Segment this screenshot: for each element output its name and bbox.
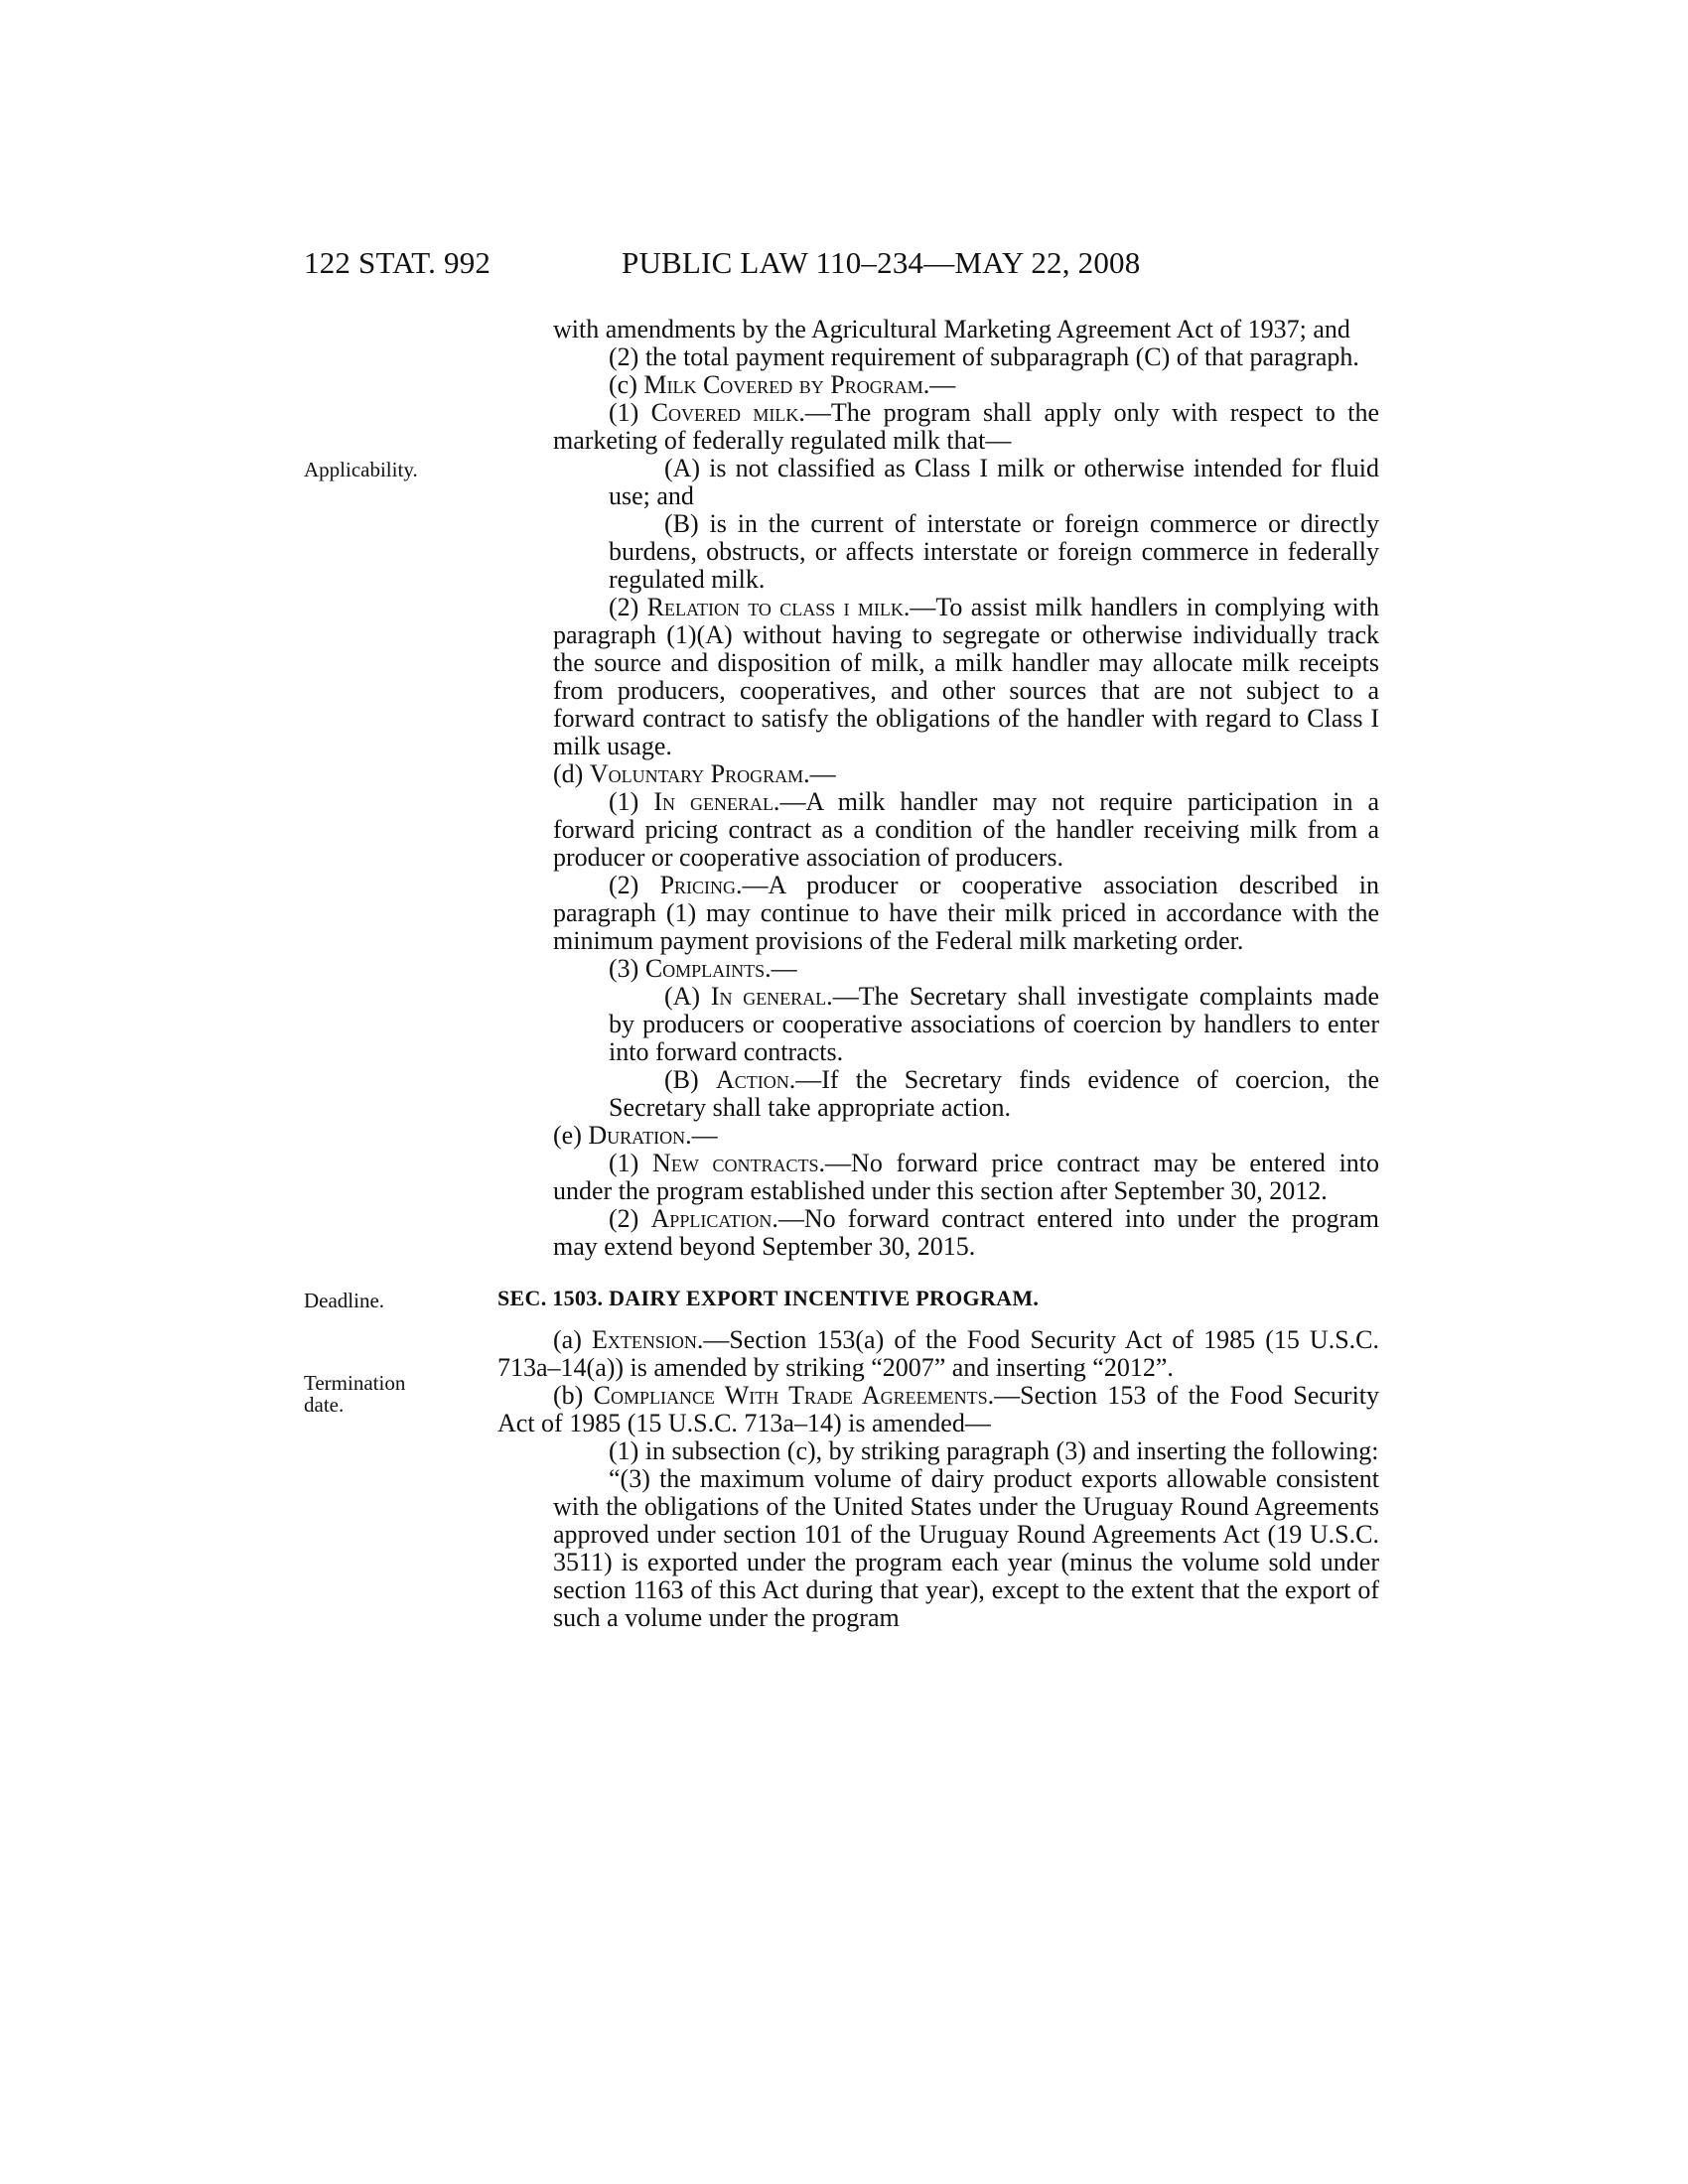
paragraph-c2-text: —To assist milk handlers in complying with paragraph (1)(A) without having to segregate or otherwise individually track the source and disposition of milk, a milk handler may allocate milk receipts from producers, cooperatives, and other sources that are not subject to a forward contract to satisfy the obligations of the handler with regard to Class I milk usage. xyxy=(553,593,1379,760)
paragraph-e1-number: (1) xyxy=(609,1149,639,1177)
paragraph-e2-heading: Application. xyxy=(650,1204,778,1233)
margin-note-termination xyxy=(304,1372,405,1416)
margin-note-termination-line2: date. xyxy=(304,1393,345,1417)
inserted-text-quote: “(3) the maximum volume of dairy product exports allowable consistent with the obligations of the United States under the Uruguay Round Agreements approved under section 101 of the Uruguay Round Agreements Act (19 U.S.C. 3511) is exported under the program each year (minus the volume sold under section 1163 of this Act during that year), except to the extent that the export of such a volume under the program xyxy=(553,1464,1379,1632)
paragraph-d2-number: (2) xyxy=(609,871,639,899)
paragraph-e2 xyxy=(553,1205,1379,1261)
paragraph-d1 xyxy=(553,788,1379,872)
subsection-d-title: Voluntary Program.— xyxy=(589,759,836,788)
page-title: PUBLIC LAW 110–234—MAY 22, 2008 xyxy=(622,245,1141,280)
paragraph-d1-text: —A milk handler may not require participation in a forward pricing contract as a condition of the handler receiving milk from a producer or cooperative association of producers. xyxy=(553,787,1379,872)
subparagraph-d3B xyxy=(553,1066,1379,1122)
paragraph-d2 xyxy=(553,872,1379,955)
paragraph-c1-heading: Covered milk. xyxy=(650,398,805,427)
section-subsection-b-number: (b) xyxy=(553,1381,584,1410)
margin-note-applicability: Applicability. xyxy=(304,458,418,481)
paragraph-d3-heading: Complaints.— xyxy=(644,954,797,983)
paragraph-e2-text: —No forward contract entered into under the program may extend beyond September 30, 2015. xyxy=(553,1204,1379,1261)
subsection-c-title: Milk Covered by Program.— xyxy=(643,370,956,399)
paragraph-d3-number: (3) xyxy=(609,954,639,983)
paragraph-e2-number: (2) xyxy=(609,1204,639,1233)
subparagraph-d3B-text: —If the Secretary finds evidence of coercion, the Secretary shall take appropriate action. xyxy=(609,1065,1379,1122)
subsection-c-number: (c) xyxy=(609,370,637,399)
subsection-c-heading xyxy=(553,371,1379,399)
paragraph-e1-heading: New contracts. xyxy=(652,1149,826,1177)
subsection-e-number: (e) xyxy=(553,1121,582,1150)
page-citation: 122 STAT. 992 xyxy=(304,245,492,280)
subparagraph-d3A xyxy=(553,983,1379,1066)
subparagraph-d3A-text: —The Secretary shall investigate complaints made by producers or cooperative associations of coercion by handlers to enter into forward contracts. xyxy=(609,982,1379,1066)
paragraph-c1-text: —The program shall apply only with respect to the marketing of federally regulated milk that— xyxy=(553,398,1379,455)
paragraph-c1 xyxy=(553,399,1379,455)
section-paragraph-b1: (1) in subsection (c), by striking paragraph (3) and inserting the following: xyxy=(609,1436,1379,1465)
paragraph-c1-number: (1) xyxy=(609,398,639,427)
section-heading: SEC. 1503. DAIRY EXPORT INCENTIVE PROGRAM. xyxy=(497,1286,1040,1310)
paragraph-d2-text: —A producer or cooperative association described in paragraph (1) may continue to have their milk priced in accordance with the minimum payment provisions of the Federal milk marketing order. xyxy=(553,871,1379,955)
subparagraph-d3B-heading: Action. xyxy=(715,1065,796,1094)
subsection-e-heading xyxy=(553,1122,1379,1150)
paragraph-d1-heading: In general. xyxy=(653,787,780,816)
subparagraph-d3A-heading: In general. xyxy=(710,982,833,1011)
document-body xyxy=(497,315,1380,1632)
paragraph-d1-number: (1) xyxy=(609,787,639,816)
subsection-d-number: (d) xyxy=(553,759,584,788)
paragraph-d2-heading: Pricing. xyxy=(659,871,743,899)
paragraph-b2: (2) the total payment requirement of subparagraph (C) of that paragraph. xyxy=(609,342,1359,371)
paragraph-d3 xyxy=(553,955,1379,983)
subsection-e-title: Duration.— xyxy=(588,1121,718,1150)
margin-note-termination-line1: Termination xyxy=(304,1371,406,1395)
section-subsection-b xyxy=(497,1382,1379,1437)
margin-note-deadline: Deadline. xyxy=(304,1289,385,1312)
section-subsection-b-text: —Section 153 of the Food Security Act of 1985 (15 U.S.C. 713a–14) is amended— xyxy=(497,1381,1380,1437)
section-subsection-b-heading: Compliance With Trade Agreements. xyxy=(593,1381,995,1410)
paragraph-e1-text: —No forward price contract may be entered into under the program established under this section after September 30, 2012. xyxy=(553,1149,1380,1205)
paragraph-e1 xyxy=(553,1150,1379,1205)
section-subsection-a xyxy=(497,1326,1379,1382)
section-subsection-a-text: —Section 153(a) of the Food Security Act of 1985 (15 U.S.C. 713a–14(a)) is amended by striking “2007” and inserting “2012”. xyxy=(497,1325,1380,1382)
subparagraph-cB: (B) is in the current of interstate or foreign commerce or directly burdens, obstructs, or affects interstate or foreign commerce in federally regulated milk. xyxy=(609,509,1379,594)
paragraph-continuation: with amendments by the Agricultural Marketing Agreement Act of 1937; and xyxy=(553,315,1350,343)
paragraph-c2-number: (2) xyxy=(609,593,639,621)
subparagraph-cA: (A) is not classified as Class I milk or otherwise intended for fluid use; and xyxy=(609,454,1379,510)
subparagraph-d3B-number: (B) xyxy=(664,1065,699,1094)
subparagraph-d3A-number: (A) xyxy=(664,982,701,1011)
paragraph-c2 xyxy=(553,594,1379,760)
section-subsection-a-heading: Extension. xyxy=(591,1325,704,1354)
subsection-d-heading xyxy=(553,760,1379,788)
paragraph-c2-heading: Relation to class i milk. xyxy=(646,593,911,621)
section-subsection-a-number: (a) xyxy=(553,1325,582,1354)
